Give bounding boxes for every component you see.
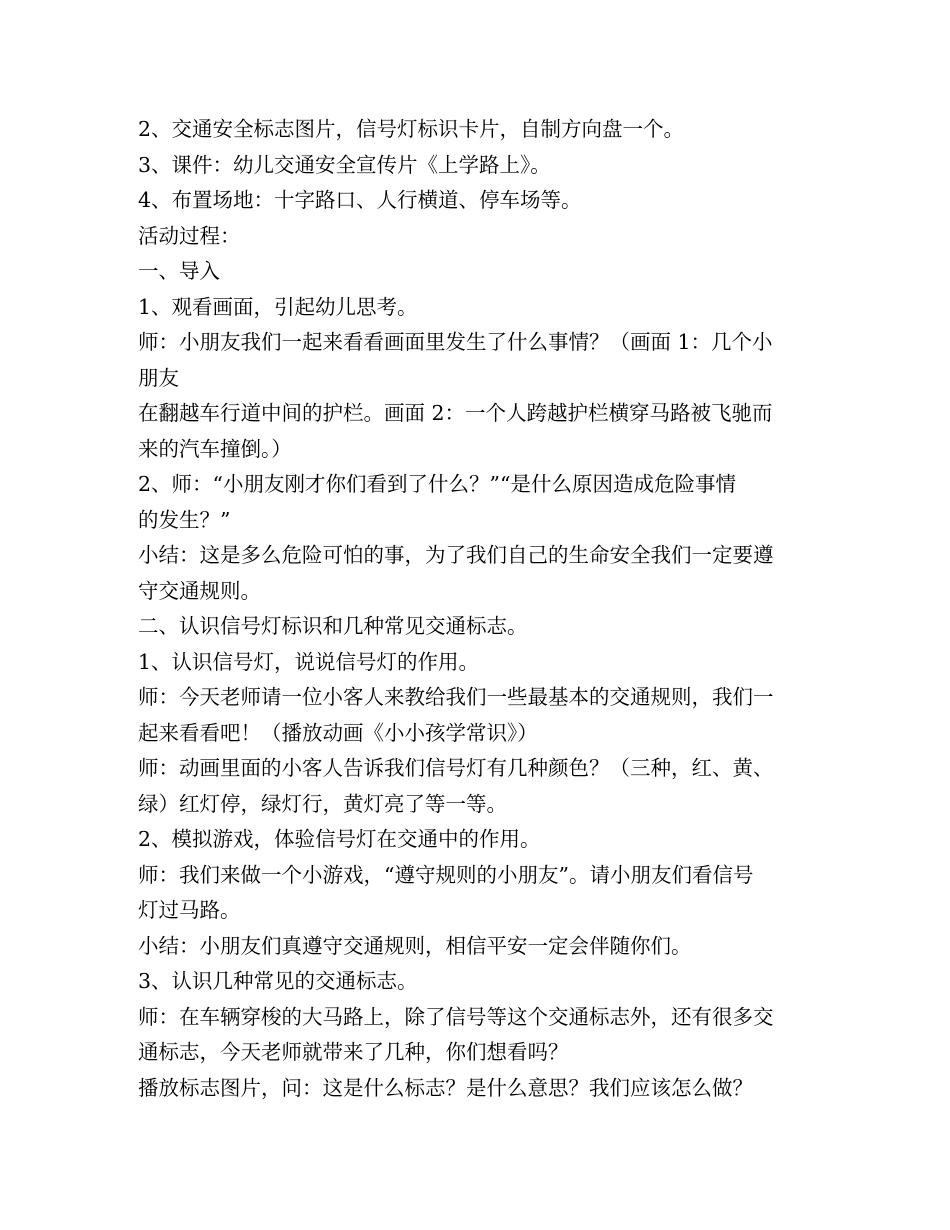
text-line: 3、课件：幼儿交通安全宣传片《上学路上》。 — [138, 152, 551, 177]
document-body — [138, 112, 814, 1106]
text-line: 师：我们来做一个小游戏，“遵守规则的小朋友”。请小朋友们看信号 — [138, 862, 754, 887]
text-line: 师：今天老师请一位小客人来教给我们一些最基本的交通规则，我们一 — [138, 685, 774, 709]
text-line: 师：小朋友我们一起来看看画面里发生了什么事情？（画面 1：几个小 — [138, 330, 773, 354]
text-line: 4、布置场地：十字路口、人行横道、停车场等。 — [138, 188, 582, 212]
text-line: 的发生？” — [138, 507, 231, 532]
text-line: 2、交通安全标志图片，信号灯标识卡片，自制方向盘一个。 — [138, 117, 685, 141]
text-line: 绿）红灯停，绿灯行，黄灯亮了等一等。 — [138, 791, 507, 816]
text-line: 2、师：“小朋友刚才你们看到了什么？”“是什么原因造成危险事情 — [138, 472, 736, 496]
text-line: 师：在车辆穿梭的大马路上，除了信号等这个交通标志外，还有很多交 — [138, 1004, 774, 1029]
section-heading: 活动过程： — [138, 223, 241, 248]
text-line: 朋友 — [138, 365, 179, 390]
section-heading: 一、导入 — [138, 259, 220, 283]
text-line: 小结：这是多么危险可怕的事，为了我们自己的生命安全我们一定要遵 — [138, 543, 774, 567]
text-line: 起来看看吧！（播放动画《小小孩学常识》） — [138, 720, 538, 745]
text-line: 师：动画里面的小客人告诉我们信号灯有几种颜色？（三种，红、黄、 — [138, 756, 774, 780]
text-line: 来的汽车撞倒。） — [138, 436, 292, 461]
text-line: 1、观看画面，引起幼儿思考。 — [138, 294, 418, 319]
text-line: 2、模拟游戏，体验信号灯在交通中的作用。 — [138, 827, 541, 851]
text-line: 守交通规则。 — [138, 578, 261, 603]
text-line: 灯过马路。 — [138, 898, 241, 922]
text-line: 3、认识几种常见的交通标志。 — [138, 969, 418, 993]
text-line: 在翻越车行道中间的护栏。画面 2：一个人跨越护栏横穿马路被飞驰而 — [138, 401, 773, 425]
text-line: 播放标志图片，问：这是什么标志？是什么意思？我们应该怎么做？ — [138, 1075, 753, 1100]
text-line: 通标志，今天老师就带来了几种，你们想看吗？ — [138, 1040, 569, 1064]
text-line: 小结：小朋友们真遵守交通规则，相信平安一定会伴随你们。 — [138, 933, 692, 958]
text-line: 1、认识信号灯，说说信号灯的作用。 — [138, 649, 480, 674]
section-heading: 二、认识信号灯标识和几种常见交通标志。 — [138, 614, 528, 638]
